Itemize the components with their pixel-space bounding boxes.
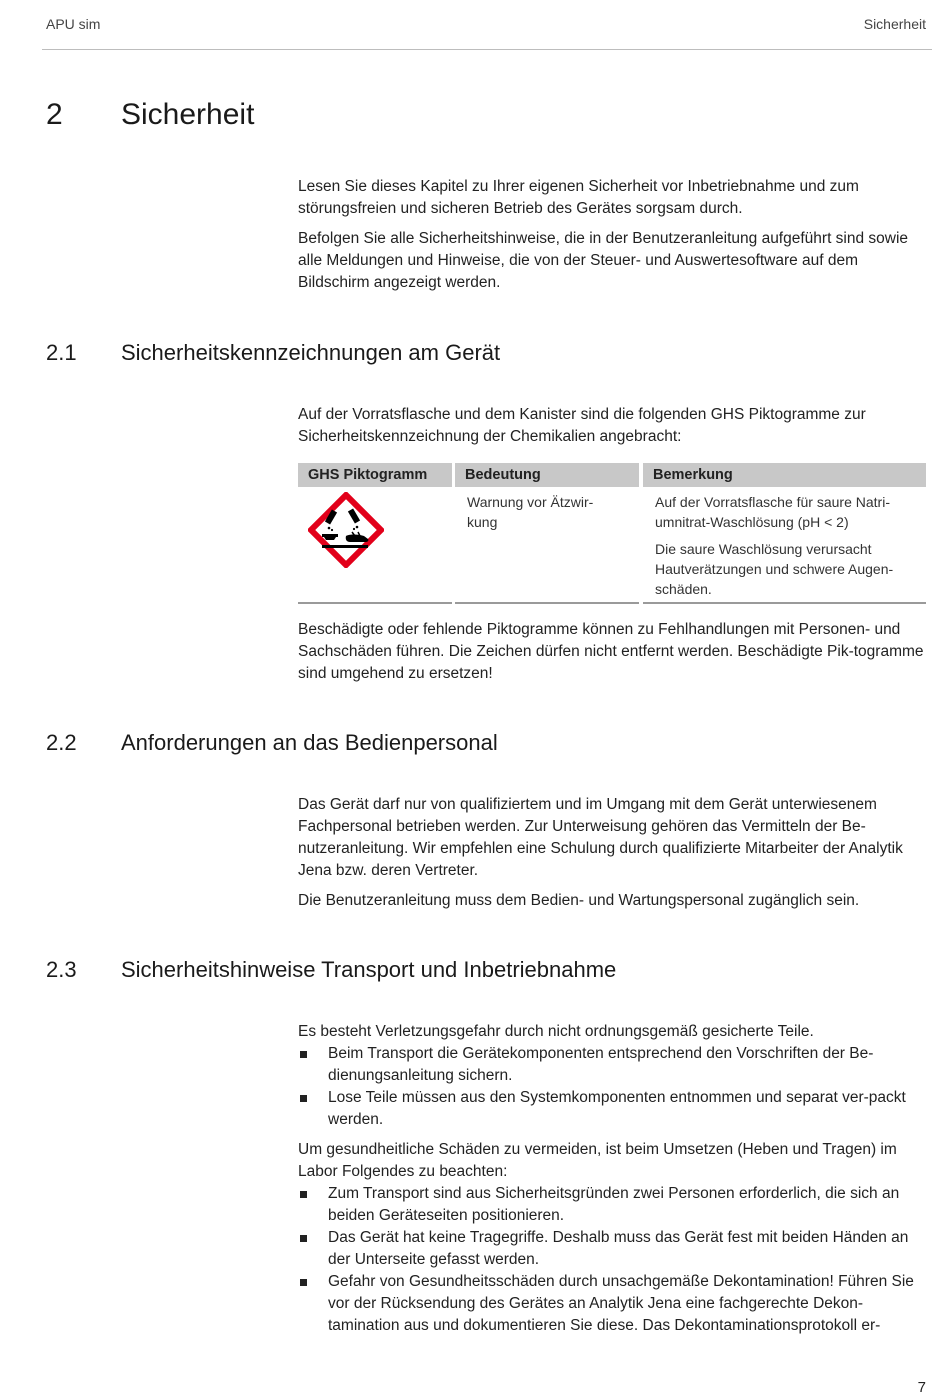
section-paragraph: Auf der Vorratsflasche und dem Kanister sind die folgenden GHS Piktogramme zur Sicherheitskennzeichnung der Chemikalien angebracht:: [298, 406, 866, 445]
page-number: 7: [917, 1379, 926, 1396]
list-item: [298, 1087, 926, 1131]
section-number: 2.2: [46, 730, 77, 755]
table-header-cell: Bedeutung: [455, 463, 639, 487]
remark-cell: [643, 487, 926, 604]
list-item-text: Lose Teile müssen aus den Systemkomponenten entnommen und separat ver-packt werden.: [328, 1089, 906, 1128]
section-paragraph: Beschädigte oder fehlende Piktogramme können zu Fehlhandlungen mit Personen- und Sachschäden führen. Die Zeichen dürfen nicht entfernt werden. Beschädigte Pik-togramme sind umgehend zu ersetzen!: [298, 621, 924, 682]
list-item-text: Gefahr von Gesundheitsschäden durch unsachgemäße Dekontamination! Führen Sie vor der Rücksendung des Gerätes an Analytik Jena eine fachgerechte Dekon-tamination aus und dokumentieren Sie diese. Das Dekontaminationsprotokoll er-: [328, 1273, 914, 1334]
bullet-icon: [300, 1279, 307, 1286]
bullet-icon: [300, 1095, 307, 1102]
bullet-icon: [300, 1235, 307, 1242]
list-item: [298, 1271, 926, 1337]
table-header-row: [298, 463, 926, 487]
section-number: 2.3: [46, 957, 77, 982]
table-row: [298, 487, 926, 604]
list-item: [298, 1043, 926, 1087]
bullet-icon: [300, 1191, 307, 1198]
remark-text: Die saure Waschlösung verursacht Hautverätzungen und schwere Augen-schäden.: [655, 541, 894, 597]
section-paragraph: Um gesundheitliche Schäden zu vermeiden, ist beim Umsetzen (Heben und Tragen) im Labor Folgendes zu beachten:: [298, 1141, 897, 1180]
table-bottom-rule: [455, 602, 639, 604]
bullet-icon: [300, 1051, 307, 1058]
header-divider: [42, 49, 932, 50]
chapter-number: 2: [46, 98, 63, 131]
meaning-cell: [455, 487, 639, 604]
ghs-table: [298, 463, 926, 604]
section-2-3-body: [298, 1021, 926, 1345]
section-2-1-intro: [298, 404, 926, 456]
running-header-right: Sicherheit: [863, 16, 926, 32]
bullet-list: [298, 1043, 926, 1131]
remark-text: Auf der Vorratsflasche für saure Natri-umnitrat-Waschlösung (pH < 2): [655, 494, 890, 530]
table-header-cell: GHS Piktogramm: [298, 463, 452, 487]
chapter-title: Sicherheit: [121, 98, 255, 131]
section-paragraph: Das Gerät darf nur von qualifiziertem und im Umgang mit dem Gerät unterwiesenem Fachpersonal betrieben werden. Zur Unterweisung gehören das Vermitteln der Be-nutzeranleitung. Wir empfehlen eine Schulung durch qualifizierte Mitarbeiter der Analytik Jena bzw. deren Vertreter.: [298, 796, 903, 879]
table-bottom-rule: [298, 602, 452, 604]
list-item: [298, 1183, 926, 1227]
meaning-text: Warnung vor Ätzwir- kung: [467, 494, 594, 530]
list-item-text: Beim Transport die Gerätekomponenten entsprechend den Vorschriften der Be-dienungsanleitung sichern.: [328, 1045, 874, 1084]
section-paragraph: Die Benutzeranleitung muss dem Bedien- und Wartungspersonal zugänglich sein.: [298, 892, 860, 909]
intro-paragraph: Befolgen Sie alle Sicherheitshinweise, die in der Benutzeranleitung aufgeführt sind sowie alle Meldungen und Hinweise, die von der Steuer- und Auswertesoftware auf dem Bildschirm angezeigt werden.: [298, 230, 909, 291]
table-header-cell: Bemerkung: [643, 463, 926, 487]
table-bottom-rule: [643, 602, 926, 604]
section-2-1-after: [298, 619, 926, 693]
chapter-intro: [298, 176, 926, 302]
section-number: 2.1: [46, 340, 77, 365]
list-item-text: Das Gerät hat keine Tragegriffe. Deshalb muss das Gerät fest mit beiden Händen an der Unterseite gefasst werden.: [328, 1229, 909, 1268]
section-title: Sicherheitskennzeichnungen am Gerät: [121, 340, 501, 365]
running-header-left: APU sim: [46, 16, 101, 32]
section-title: Anforderungen an das Bedienpersonal: [121, 730, 498, 755]
list-item-text: Zum Transport sind aus Sicherheitsgründen zwei Personen erforderlich, die sich an beiden Geräteseiten positionieren.: [328, 1185, 900, 1224]
section-title: Sicherheitshinweise Transport und Inbetriebnahme: [121, 957, 617, 982]
list-item: [298, 1227, 926, 1271]
pictogram-cell: [298, 487, 452, 604]
section-2-2-body: [298, 794, 926, 920]
bullet-list: [298, 1183, 926, 1337]
ghs-corrosion-icon: [308, 492, 384, 568]
intro-paragraph: Lesen Sie dieses Kapitel zu Ihrer eigenen Sicherheit vor Inbetriebnahme und zum störungsfreien und sicheren Betrieb des Gerätes sorgsam durch.: [298, 178, 859, 217]
section-paragraph: Es besteht Verletzungsgefahr durch nicht ordnungsgemäß gesicherte Teile.: [298, 1023, 814, 1040]
